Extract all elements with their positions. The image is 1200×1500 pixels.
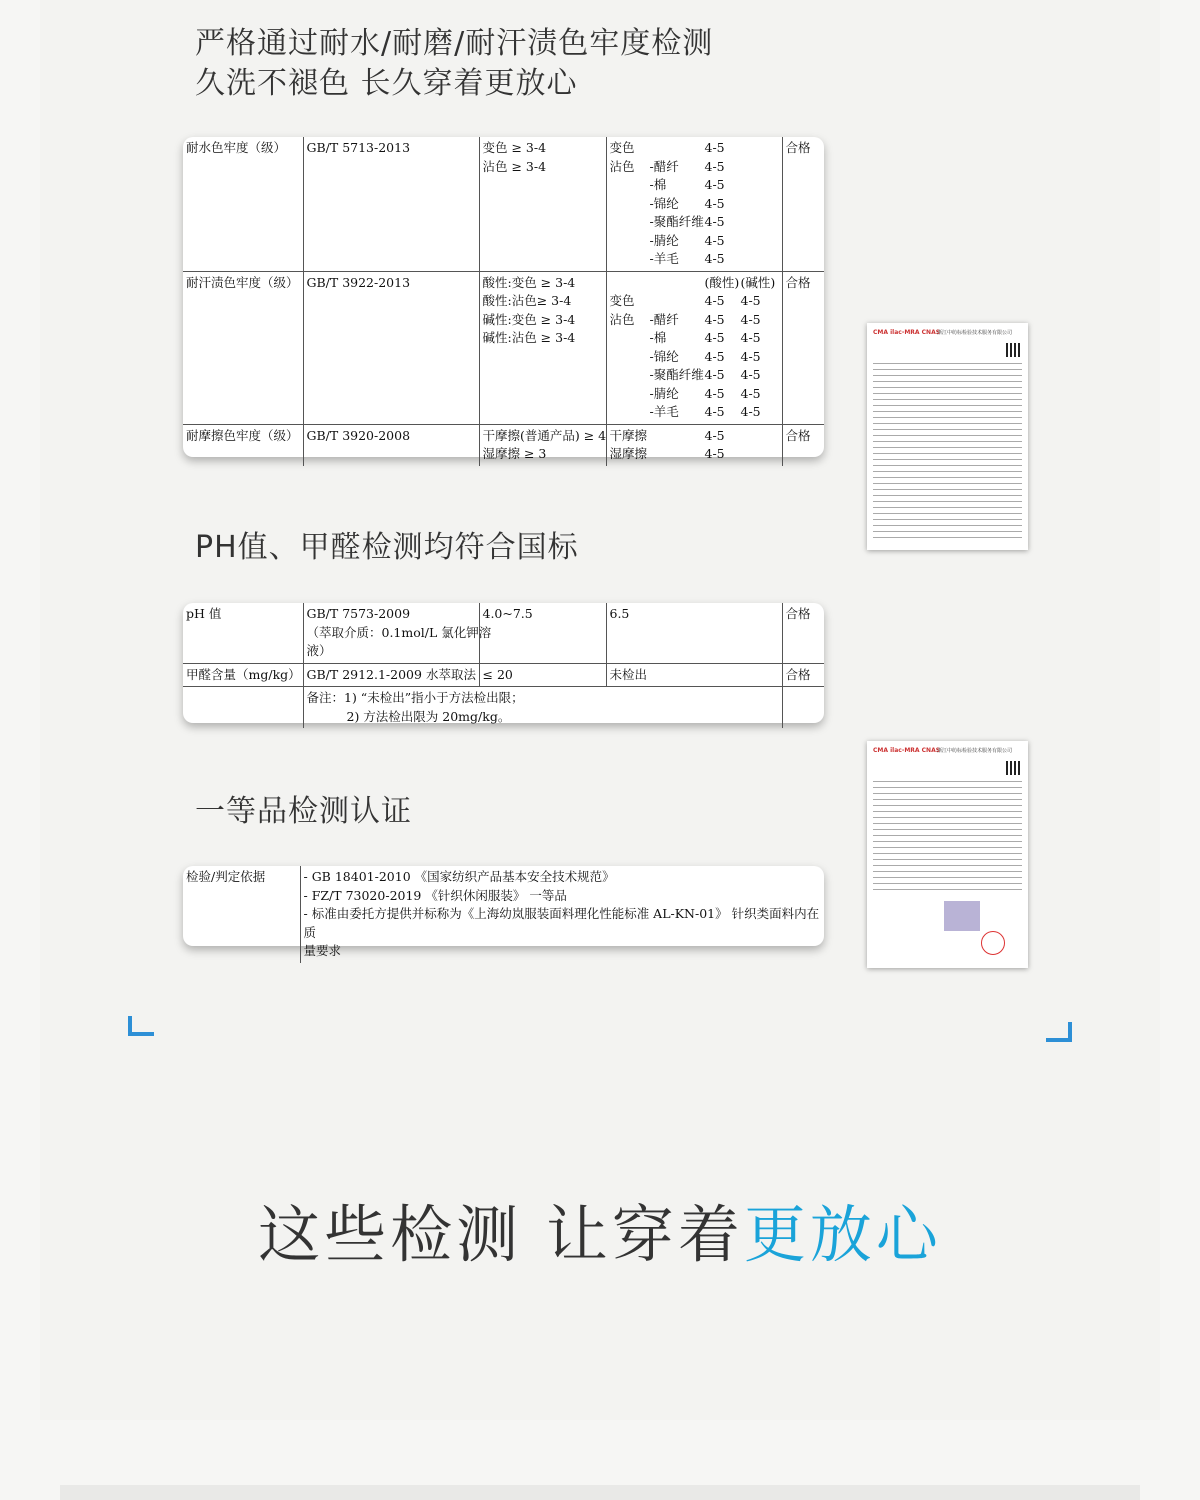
grade-value: 4-5 bbox=[704, 385, 725, 401]
grade-value: 4-5 bbox=[740, 385, 761, 401]
result-type bbox=[610, 176, 650, 195]
test-standard: GB/T 3922-2013 bbox=[303, 271, 479, 424]
requirement-line: 湿摩擦 ≥ 3 bbox=[482, 446, 547, 461]
grade-value: 4-5 bbox=[704, 177, 725, 192]
grade-value: 4-5 bbox=[704, 404, 725, 419]
result-type bbox=[610, 366, 650, 385]
requirement-line: 酸性:沾色≥ 3-4 bbox=[482, 293, 572, 308]
result-line bbox=[610, 292, 779, 311]
grade-value bbox=[741, 213, 777, 232]
test-standard bbox=[303, 603, 492, 663]
grade-heading: 一等品检测认证 bbox=[195, 794, 412, 829]
result-cell: 6.5 bbox=[606, 603, 782, 663]
result-line bbox=[610, 139, 779, 158]
criteria-line: - 标准由委托方提供并标称为《上海幼岚服装面料理化性能标准 AL-KN-01》 针织类面料内在质 bbox=[303, 906, 820, 940]
fiber-name: -锦纶 bbox=[649, 348, 679, 364]
requirement-line: 变色 ≥ 3-4 bbox=[482, 140, 547, 155]
criteria-line: 量要求 bbox=[303, 943, 342, 958]
fiber-name: -聚酯纤维 bbox=[649, 367, 704, 382]
fastness-heading bbox=[195, 24, 713, 104]
grade-value: 4-5 bbox=[704, 311, 725, 327]
result-line bbox=[610, 176, 779, 195]
grade-value: 4-5 bbox=[740, 348, 761, 364]
grade-table bbox=[183, 866, 824, 963]
ph-table-card bbox=[183, 603, 824, 723]
result-type bbox=[610, 348, 650, 367]
result-line bbox=[610, 348, 779, 367]
criteria-label: 检验/判定依据 bbox=[183, 866, 300, 963]
requirement-cell: ≤ 20 bbox=[479, 663, 606, 687]
grade-value: 4-5 bbox=[704, 195, 725, 211]
result-line bbox=[610, 385, 779, 404]
table-row bbox=[183, 866, 824, 963]
table-row bbox=[183, 663, 824, 687]
grade-value: 4-5 bbox=[704, 427, 725, 443]
result-type: 沾色 bbox=[609, 311, 635, 327]
slogan-main: 这些检测 让穿着 bbox=[258, 1198, 744, 1271]
result-line bbox=[610, 445, 779, 464]
grade-value bbox=[741, 195, 777, 214]
table-row bbox=[183, 424, 824, 466]
report-text-lines bbox=[873, 781, 1022, 895]
result-type: 湿摩擦 bbox=[609, 446, 648, 461]
grade-value: 4-5 bbox=[704, 348, 725, 364]
result-line bbox=[610, 427, 779, 446]
grade-value bbox=[741, 176, 777, 195]
note-spacer bbox=[183, 687, 303, 729]
requirement-line: 沾色 ≥ 3-4 bbox=[482, 158, 547, 174]
test-item: 甲醛含量（mg/kg） bbox=[183, 663, 303, 687]
result-type bbox=[610, 385, 650, 404]
fabric-swatch-image bbox=[944, 901, 980, 931]
requirement-cell: 4.0~7.5 bbox=[479, 603, 606, 663]
result-type: 干摩擦 bbox=[609, 427, 648, 443]
grade-value: 4-5 bbox=[704, 446, 725, 461]
result-line bbox=[610, 366, 779, 385]
verdict: 合格 bbox=[782, 137, 824, 271]
result-cell bbox=[606, 424, 782, 466]
grade-value: 4-5 bbox=[740, 311, 761, 327]
grade-value bbox=[741, 232, 777, 251]
standard-line: （萃取介质：0.1mol/L 氯化钾溶 bbox=[306, 624, 492, 640]
grade-value: 4-5 bbox=[704, 214, 725, 229]
grade-value: 4-5 bbox=[704, 140, 725, 155]
result-line bbox=[610, 232, 779, 251]
grade-value bbox=[741, 158, 777, 177]
result-type bbox=[610, 213, 650, 232]
fastness-heading-line1: 严格通过耐水/耐磨/耐汗渍色牢度检测 bbox=[195, 26, 714, 61]
criteria-line: - GB 18401-2010 《国家纺织产品基本安全技术规范》 bbox=[303, 869, 615, 884]
standard-line: 液） bbox=[306, 643, 332, 658]
result-line bbox=[610, 250, 779, 269]
result-type: 变色 bbox=[609, 140, 635, 155]
test-item: 耐摩擦色牢度（级） bbox=[183, 424, 303, 466]
fiber-name: -醋纤 bbox=[649, 158, 679, 174]
fastness-table bbox=[183, 137, 824, 466]
fiber-name: -腈纶 bbox=[649, 232, 679, 248]
grade-value bbox=[741, 427, 777, 446]
requirement-line: 碱性:变色 ≥ 3-4 bbox=[482, 311, 576, 327]
requirement-cell bbox=[479, 424, 606, 466]
result-line bbox=[610, 158, 779, 177]
slogan bbox=[0, 1195, 1200, 1275]
report-issuer: 浙江中纺标检验技术服务有限公司 bbox=[937, 748, 1013, 754]
bottom-strip bbox=[60, 1485, 1140, 1500]
grade-value: 4-5 bbox=[704, 367, 725, 382]
criteria-list bbox=[300, 866, 824, 963]
standard-line: GB/T 2912.1-2009 水萃取法 bbox=[306, 666, 476, 682]
result-type bbox=[610, 232, 650, 251]
result-line bbox=[610, 329, 779, 348]
report-issuer: 浙江中纺标检验技术服务有限公司 bbox=[937, 330, 1013, 336]
qr-code-icon bbox=[1006, 761, 1020, 775]
test-standard bbox=[303, 663, 479, 687]
result-line bbox=[610, 213, 779, 232]
note-cell bbox=[303, 687, 782, 729]
grade-value: 4-5 bbox=[704, 158, 725, 174]
result-type: 沾色 bbox=[609, 158, 635, 174]
standard-line: GB/T 7573-2009 bbox=[306, 606, 411, 621]
result-type bbox=[610, 329, 650, 348]
requirement-line: 干摩擦(普通产品) ≥ 4 bbox=[482, 427, 607, 443]
qr-code-icon bbox=[1006, 343, 1020, 357]
verdict: 合格 bbox=[782, 603, 824, 663]
verdict: 合格 bbox=[782, 424, 824, 466]
fiber-name bbox=[650, 139, 705, 158]
result-type bbox=[610, 403, 650, 422]
fiber-name bbox=[650, 292, 705, 311]
grade-value: 4-5 bbox=[740, 367, 761, 382]
requirement-line: 酸性:变色 ≥ 3-4 bbox=[482, 274, 576, 290]
corner-bracket-left-icon bbox=[128, 1016, 154, 1036]
result-cell bbox=[606, 137, 782, 271]
fiber-name: -醋纤 bbox=[649, 311, 679, 327]
fiber-name: -锦纶 bbox=[649, 195, 679, 211]
criteria-line: - FZ/T 73020-2019 《针织休闲服装》 一等品 bbox=[303, 887, 567, 903]
result-cell bbox=[606, 271, 782, 424]
acid-label: (酸性) bbox=[704, 274, 740, 290]
requirement-line: 碱性:沾色 ≥ 3-4 bbox=[482, 330, 576, 345]
note-row bbox=[183, 687, 824, 729]
grade-value: 4-5 bbox=[740, 330, 761, 345]
grade-value bbox=[741, 139, 777, 158]
requirement-cell bbox=[479, 271, 606, 424]
verdict: 合格 bbox=[782, 271, 824, 424]
grade-value: 4-5 bbox=[704, 232, 725, 248]
note-line: 备注：1) “未检出”指小于方法检出限； bbox=[306, 690, 524, 705]
test-standard: GB/T 3920-2008 bbox=[303, 424, 479, 466]
fiber-name: -聚酯纤维 bbox=[649, 214, 704, 229]
report-text-lines bbox=[873, 363, 1022, 543]
result-line bbox=[610, 403, 779, 422]
result-header bbox=[610, 274, 779, 293]
table-row bbox=[183, 603, 824, 663]
ph-table bbox=[183, 603, 824, 728]
grade-value bbox=[741, 445, 777, 464]
report-logo: CMA ilac-MRA CNAS bbox=[873, 329, 941, 336]
test-item: 耐水色牢度（级） bbox=[183, 137, 303, 271]
fastness-table-card bbox=[183, 137, 824, 461]
result-type: 变色 bbox=[609, 293, 635, 308]
corner-bracket-right-icon bbox=[1046, 1022, 1072, 1042]
test-item: pH 值 bbox=[183, 603, 303, 663]
table-row bbox=[183, 137, 824, 271]
requirement-cell bbox=[479, 137, 606, 271]
note-spacer bbox=[782, 687, 824, 729]
test-item: 耐汗渍色牢度（级） bbox=[183, 271, 303, 424]
grade-value: 4-5 bbox=[740, 404, 761, 419]
test-standard: GB/T 5713-2013 bbox=[303, 137, 479, 271]
fiber-name: -腈纶 bbox=[649, 385, 679, 401]
slogan-accent: 更放心 bbox=[743, 1198, 942, 1271]
fiber-name: -羊毛 bbox=[649, 404, 679, 419]
grade-value bbox=[741, 250, 777, 269]
note-line: 2) 方法检出限为 20mg/kg。 bbox=[346, 708, 511, 724]
test-report-thumbnail-1[interactable] bbox=[867, 323, 1028, 550]
grade-table-card bbox=[183, 866, 824, 958]
grade-value: 4-5 bbox=[704, 251, 725, 266]
table-row bbox=[183, 271, 824, 424]
grade-value: 4-5 bbox=[740, 293, 761, 308]
result-type bbox=[610, 250, 650, 269]
fastness-heading-line2: 久洗不褪色 长久穿着更放心 bbox=[195, 66, 578, 101]
test-report-thumbnail-2[interactable] bbox=[867, 741, 1028, 968]
seal-stamp-icon bbox=[981, 931, 1005, 955]
result-line bbox=[610, 195, 779, 214]
grade-value: 4-5 bbox=[704, 330, 725, 345]
result-cell: 未检出 bbox=[606, 663, 782, 687]
report-logo: CMA ilac-MRA CNAS bbox=[873, 747, 941, 754]
grade-value: 4-5 bbox=[704, 293, 725, 308]
fiber-name: -棉 bbox=[649, 177, 667, 192]
fiber-name: -棉 bbox=[649, 330, 667, 345]
result-line bbox=[610, 311, 779, 330]
alkali-label: (碱性) bbox=[740, 274, 776, 290]
verdict: 合格 bbox=[782, 663, 824, 687]
fiber-name bbox=[650, 427, 705, 446]
fiber-name bbox=[650, 445, 705, 464]
ph-heading: PH值、甲醛检测均符合国标 bbox=[195, 530, 579, 565]
result-type bbox=[610, 195, 650, 214]
fiber-name: -羊毛 bbox=[649, 251, 679, 266]
